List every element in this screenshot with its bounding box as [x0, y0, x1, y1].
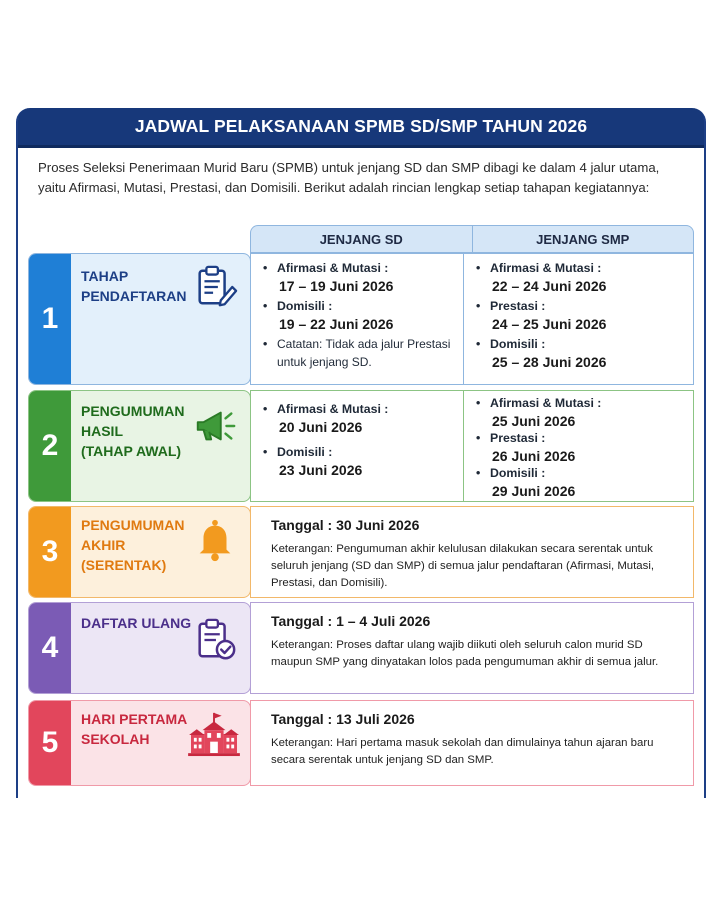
stage-header-3 [28, 506, 251, 598]
column-header-sd: JENJANG SD [250, 225, 473, 253]
stage-label: TAHAP PENDAFTARAN [81, 268, 187, 304]
stage-row-4 [28, 602, 694, 694]
clipboard-pencil-icon [192, 264, 238, 310]
sd-cell-1 [250, 253, 464, 385]
list-item: • Afirmasi & Mutasi : 22 – 24 Juni 2026 [476, 260, 685, 295]
column-headers [250, 225, 694, 253]
megaphone-icon [192, 403, 238, 449]
list-item: • Prestasi : 24 – 25 Juni 2026 [476, 298, 685, 333]
list-item: • Domisili : 29 Juni 2026 [476, 465, 685, 500]
stage-label: HARI PERTAMA SEKOLAH [81, 711, 188, 747]
description: Keterangan: Hari pertama masuk sekolah dan dimulainya tahun ajaran baru secara serentak untuk jenjang SD dan SMP. [271, 736, 654, 766]
schedule-card [16, 108, 706, 798]
stage-header-2 [28, 390, 251, 502]
description: Keterangan: Pengumuman akhir kelulusan dilakukan secara serentak untuk seluruh jenjang (SD dan SMP) di semua jalur pendaftaran (Afirmasi, Mutasi, Prestasi, dan Domisili). [271, 542, 655, 589]
date-line: Tanggal : 13 Juli 2026 [271, 711, 415, 727]
description: Keterangan: Proses daftar ulang wajib diikuti oleh seluruh calon murid SD maupun SMP yang dinyatakan lolos pada pengumuman akhir di semua jalur. [271, 638, 659, 668]
stage-row-2 [28, 390, 694, 502]
list-item: • Prestasi : 26 Juni 2026 [476, 430, 685, 465]
stage-header-5 [28, 700, 251, 786]
list-item: • Afirmasi & Mutasi : 20 Juni 2026 [263, 401, 455, 436]
stage-row-1 [28, 253, 694, 385]
stage-number: 3 [29, 507, 71, 597]
stage-label: DAFTAR ULANG [81, 615, 192, 631]
stage-row-5 [28, 700, 694, 786]
stage-header-4 [28, 602, 251, 694]
clipboard-check-icon [192, 617, 238, 663]
list-item: • Domisili : 23 Juni 2026 [263, 444, 455, 479]
stage-number: 4 [29, 603, 71, 693]
list-item: • Afirmasi & Mutasi : 17 – 19 Juni 2026 [263, 260, 455, 295]
stage-label: PENGUMUMAN HASIL (TAHAP AWAL) [81, 403, 185, 459]
smp-cell-2 [463, 390, 694, 502]
stage-header-1 [28, 253, 251, 385]
stage-label: PENGUMUMAN AKHIR (SERENTAK) [81, 517, 185, 573]
info-cell-5 [250, 700, 694, 786]
school-building-icon [186, 711, 242, 757]
list-item: • Afirmasi & Mutasi : 25 Juni 2026 [476, 395, 685, 430]
stage-number: 5 [29, 701, 71, 785]
date-line: Tanggal : 30 Juni 2026 [271, 517, 420, 533]
stage-number: 1 [29, 254, 71, 384]
date-line: Tanggal : 1 – 4 Juli 2026 [271, 613, 431, 629]
stage-row-3 [28, 506, 694, 598]
list-item: • Domisili : 25 – 28 Juni 2026 [476, 336, 685, 371]
stage-number: 2 [29, 391, 71, 501]
list-item: • Domisili : 19 – 22 Juni 2026 [263, 298, 455, 333]
info-cell-4 [250, 602, 694, 694]
column-header-smp: JENJANG SMP [472, 225, 695, 253]
smp-cell-1 [463, 253, 694, 385]
intro-paragraph: Proses Seleksi Penerimaan Murid Baru (SPMB) untuk jenjang SD dan SMP dibagi ke dalam 4 jalur utama, yaitu Afirmasi, Mutasi, Prestasi, dan Domisili. Berikut adalah rincian lengkap setiap tahapan kegiatannya: [38, 160, 660, 195]
page-title: JADWAL PELAKSANAAN SPMB SD/SMP TAHUN 2026 [18, 108, 704, 148]
list-item: • Catatan: Tidak ada jalur Prestasi untuk jenjang SD. [263, 336, 455, 371]
sd-cell-2 [250, 390, 464, 502]
info-cell-3 [250, 506, 694, 598]
bell-icon [192, 517, 238, 563]
